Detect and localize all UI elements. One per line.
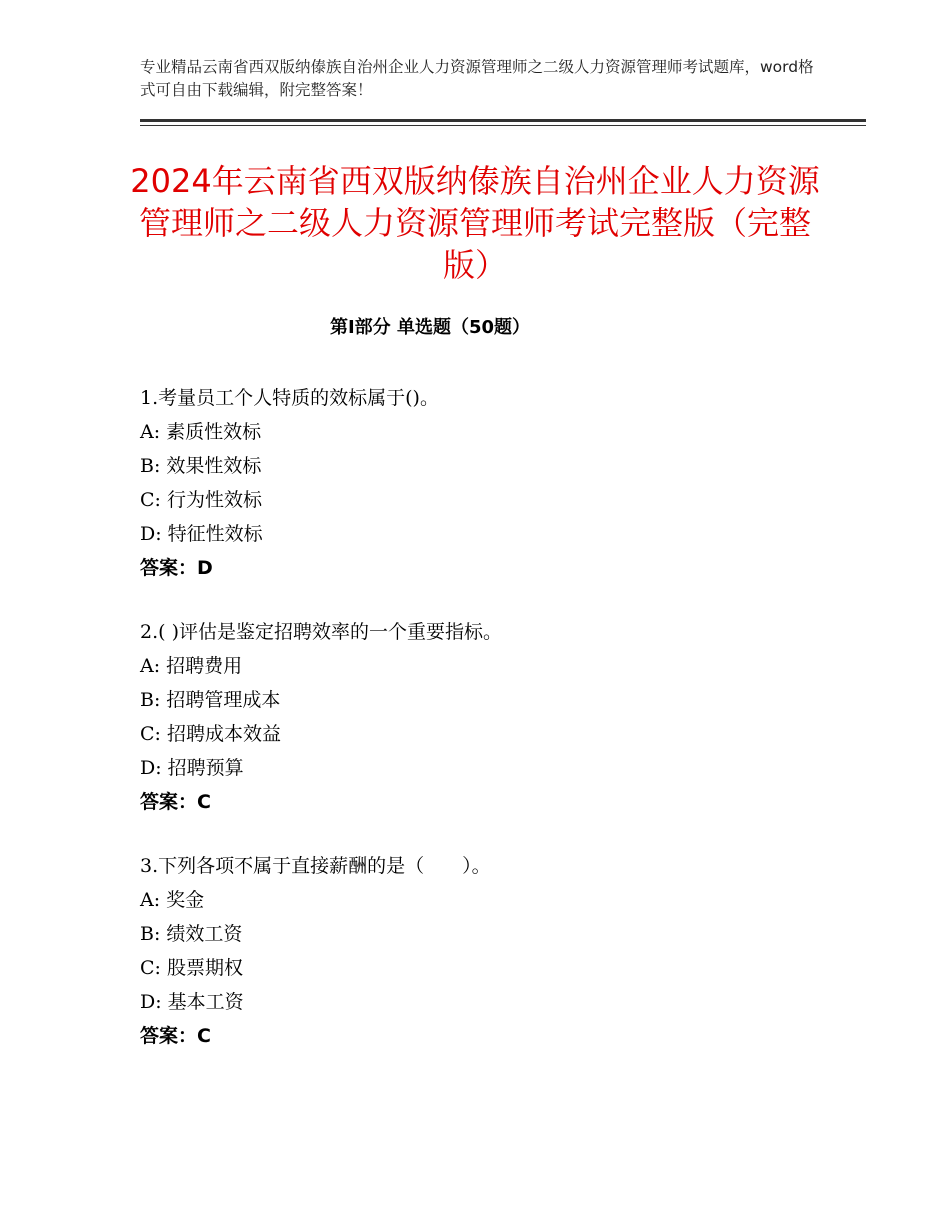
question-stem: 2.( )评估是鉴定招聘效率的一个重要指标。 (140, 621, 502, 643)
question-stem: 1.考量员工个人特质的效标属于()。 (140, 387, 439, 409)
header-note: 专业精品云南省西双版纳傣族自治州企业人力资源管理师之二级人力资源管理师考试题库，word格式可自由下载编辑，附完整答案！ (140, 58, 814, 99)
option-d: D: 基本工资 (140, 991, 244, 1013)
option-b: B: 绩效工资 (140, 923, 243, 945)
question-stem: 3.下列各项不属于直接薪酬的是（ ）。 (140, 855, 491, 877)
option-a: A: 素质性效标 (140, 421, 262, 443)
option-d: D: 特征性效标 (140, 523, 263, 545)
option-b: B: 招聘管理成本 (140, 689, 281, 711)
answer: 答案：C (140, 791, 211, 813)
answer: 答案：C (140, 1025, 211, 1047)
header-rule-thick (140, 119, 866, 122)
option-d: D: 招聘预算 (140, 757, 244, 779)
question-3 (140, 849, 860, 1053)
section-title: 第Ⅰ部分 单选题（50题） (329, 317, 530, 338)
question-1 (140, 381, 860, 585)
question-list (140, 381, 860, 1083)
option-c: C: 招聘成本效益 (140, 723, 281, 745)
option-a: A: 招聘费用 (140, 655, 243, 677)
answer: 答案：D (140, 557, 213, 579)
document-title: 2024年云南省西双版纳傣族自治州企业人力资源管理师之二级人力资源管理师考试完整版（完整版） (130, 162, 820, 284)
option-c: C: 行为性效标 (140, 489, 262, 511)
option-c: C: 股票期权 (140, 957, 243, 979)
question-2 (140, 615, 860, 819)
option-b: B: 效果性效标 (140, 455, 262, 477)
option-a: A: 奖金 (140, 889, 205, 911)
header-rule-thin (140, 125, 866, 126)
